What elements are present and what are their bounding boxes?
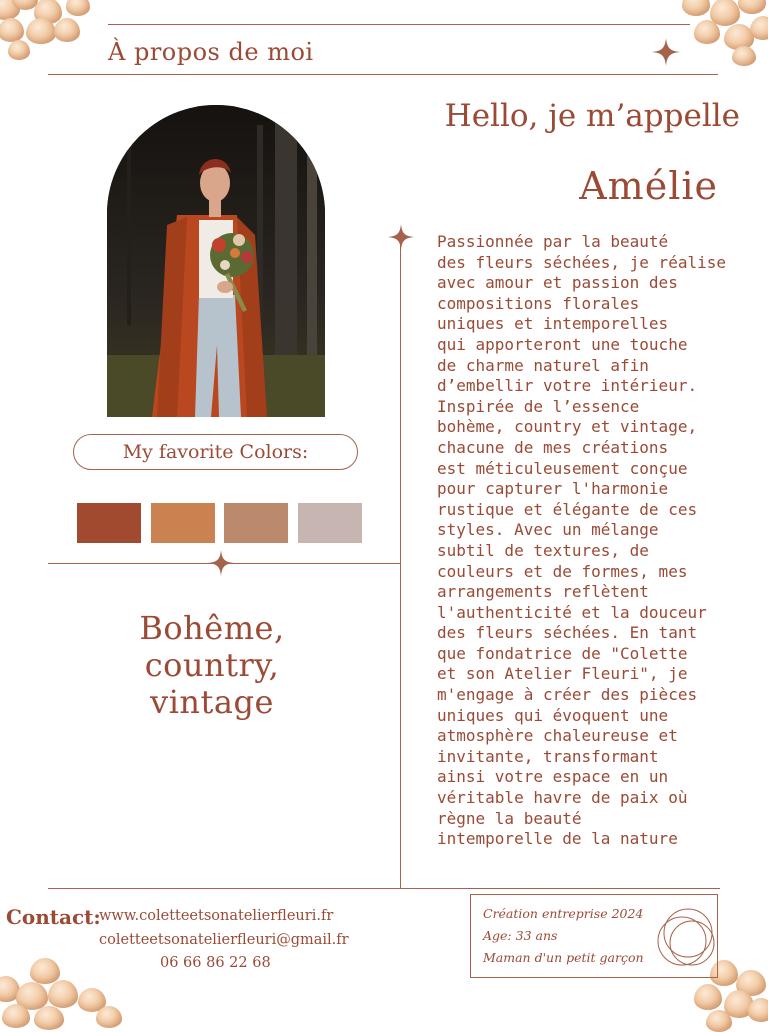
info-line-child: Maman d'un petit garçon <box>483 950 644 965</box>
circles-ornament-icon <box>654 907 718 971</box>
header-bottom-rule <box>48 74 718 75</box>
phone-number: 06 66 86 22 68 <box>160 955 271 971</box>
color-swatch-2 <box>151 503 215 543</box>
flower-decoration-top-right <box>672 0 768 70</box>
style-keywords: Bohême, country, vintage <box>139 609 285 721</box>
flower-decoration-bottom-left <box>0 958 132 1028</box>
portrait-photo <box>107 105 325 417</box>
color-swatch-3 <box>224 503 288 543</box>
sparkle-icon-header <box>652 38 680 66</box>
greeting-text: Hello, je m’appelle <box>444 98 740 134</box>
footer-rule <box>48 888 720 889</box>
name-heading: Amélie <box>579 164 718 208</box>
color-swatch-4 <box>298 503 362 543</box>
sparkle-icon-left <box>208 550 234 576</box>
sparkle-icon-vertical <box>388 224 414 250</box>
email-link[interactable]: coletteetsonatelierfleuri@gmail.fr <box>99 932 349 948</box>
favorite-colors-text: My favorite Colors: <box>122 441 309 463</box>
info-box <box>470 894 718 978</box>
info-line-age: Age: 33 ans <box>483 928 558 943</box>
website-link[interactable]: www.coletteetsonatelierfleuri.fr <box>99 908 334 924</box>
favorite-colors-label <box>73 434 358 470</box>
color-swatch-1 <box>77 503 141 543</box>
contact-label: Contact: <box>6 905 101 929</box>
vertical-divider <box>400 244 401 888</box>
info-line-creation: Création entreprise 2024 <box>483 906 644 921</box>
page-title: À propos de moi <box>108 38 314 66</box>
bio-paragraph: Passionnée par la beauté des fleurs séchées, je réalise avec amour et passion des compositions florales uniques et intemporelles qui apporteront une touche de charme naturel afin d’embellir votre intérieur. Inspirée de l’essence bohème, country et vintage, chacune de mes créations est méticuleusement conçue pour capturer l'harmonie rustique et élégante de ces styles. Avec un mélange subtil de textures, de couleurs et de formes, mes arrangements reflètent l'authenticité et la douceur des fleurs séchées. En tant que fondatrice de "Colette et son Atelier Fleuri", je m'engage à créer des pièces uniques qui évoquent une atmosphère chaleureuse et invitante, transformant ainsi votre espace en un véritable havre de paix où règne la beauté intemporelle de la nature <box>437 232 726 849</box>
flower-decoration-top-left <box>0 0 100 63</box>
header-top-rule <box>108 24 690 25</box>
